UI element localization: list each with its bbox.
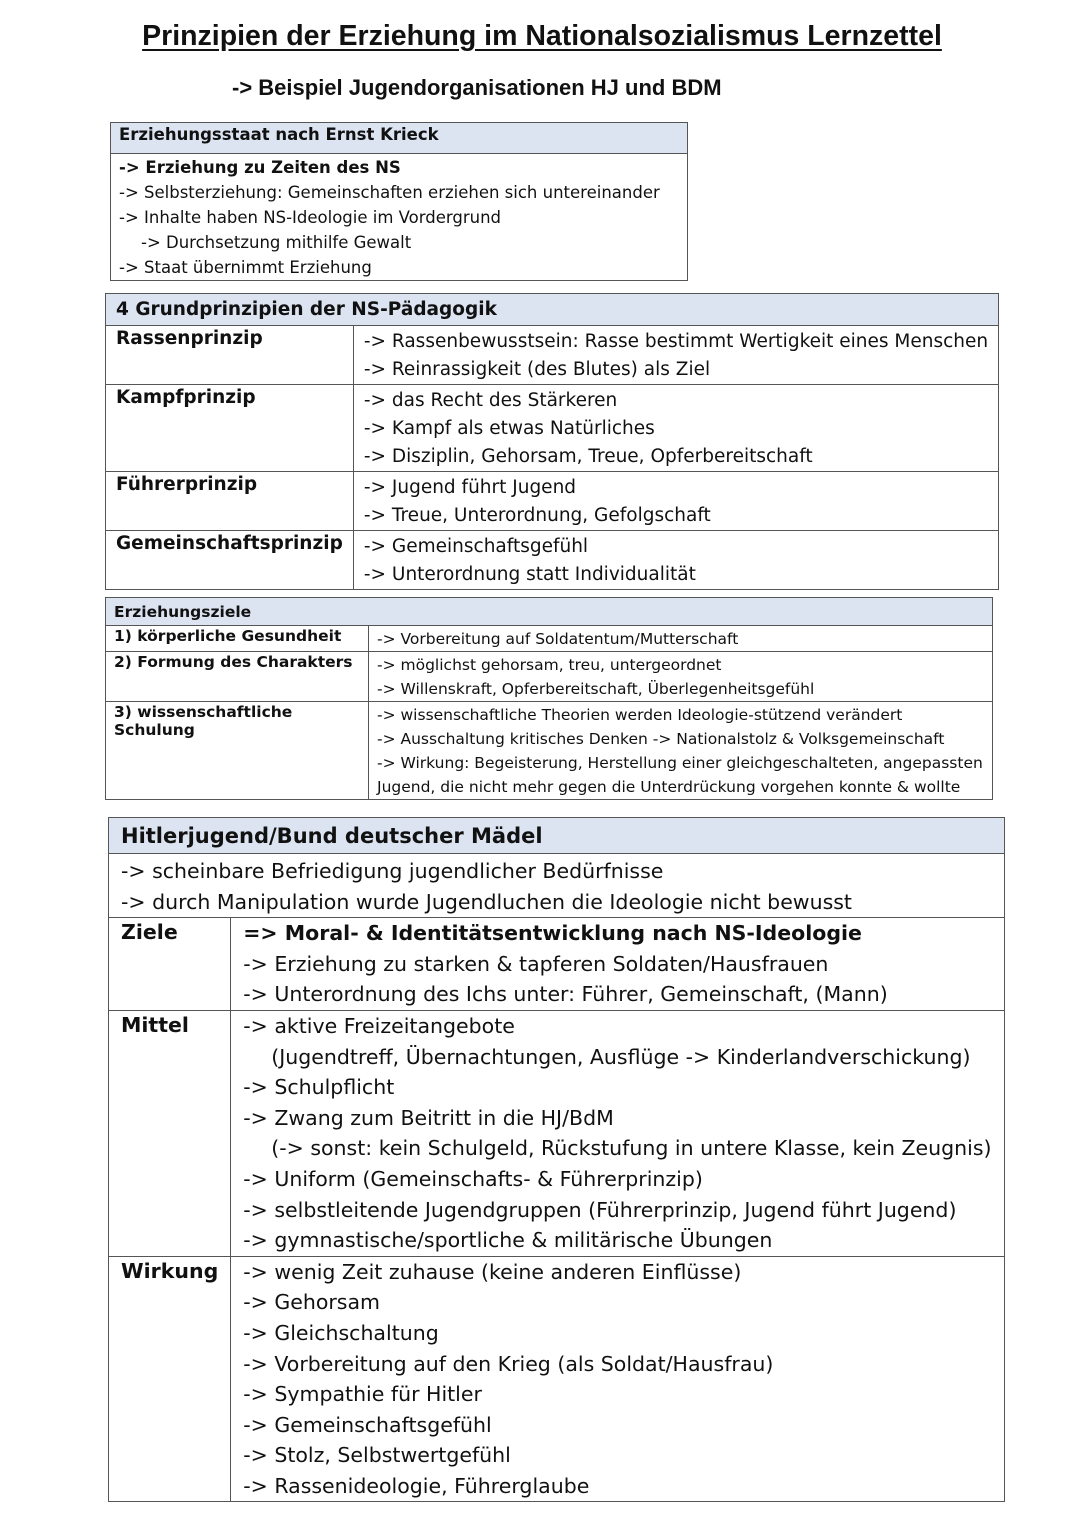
text-line: -> Schulpflicht [243, 1075, 395, 1100]
text-line: -> Kampf als etwas Natürliches [363, 418, 655, 439]
row-content [353, 472, 998, 531]
hitlerjugend-header: Hitlerjugend/Bund deutscher Mädel [109, 818, 1005, 854]
row-content [369, 702, 993, 800]
hitlerjugend-intro [109, 854, 1005, 918]
row-label: Gemeinschaftsprinzip [106, 531, 354, 590]
text-line: -> wissenschaftliche Theorien werden Ideologie-stützend verändert [377, 706, 903, 724]
text-line: -> Unterordnung statt Individualität [363, 564, 696, 585]
text-line: -> scheinbare Befriedigung jugendlicher Bedürfnisse [121, 859, 664, 883]
table-row [106, 472, 999, 531]
text-line: -> gymnastische/sportliche & militärische Übungen [243, 1228, 773, 1253]
table-row [106, 626, 993, 652]
text-line: -> aktive Freizeitangebote [243, 1013, 515, 1038]
erziehungsstaat-header: Erziehungsstaat nach Ernst Krieck [111, 123, 688, 154]
text-line: -> möglichst gehorsam, treu, untergeordnet [377, 656, 722, 674]
table-row [109, 1256, 1005, 1502]
text-line: -> Sympathie für Hitler [243, 1382, 482, 1407]
text-line: Jugend, die nicht mehr gegen die Unterdrückung vorgehen konnte & wollte [377, 778, 961, 796]
table-row [106, 326, 999, 385]
erziehungsstaat-content [111, 154, 688, 281]
row-label: Rassenprinzip [106, 326, 354, 385]
table-row [106, 385, 999, 472]
text-line: -> Unterordnung des Ichs unter: Führer, Gemeinschaft, (Mann) [243, 982, 888, 1007]
text-line: -> Inhalte haben NS-Ideologie im Vordergrund [119, 208, 502, 227]
text-line: -> Wirkung: Begeisterung, Herstellung einer gleichgeschalteten, angepassten [377, 754, 983, 772]
text-line: -> Gehorsam [243, 1290, 381, 1315]
text-line: -> selbstleitende Jugendgruppen (Führerprinzip, Jugend führt Jugend) [243, 1197, 957, 1222]
table-row [106, 652, 993, 702]
text-line: (Jugendtreff, Übernachtungen, Ausflüge -> Kinderlandverschickung) [271, 1044, 971, 1069]
erziehungsziele-header: Erziehungsziele [106, 598, 993, 626]
text-line: -> Gleichschaltung [243, 1320, 439, 1345]
text-line: -> Rassenbewusstsein: Rasse bestimmt Wertigkeit eines Menschen [363, 331, 989, 352]
text-line: => Moral- & Identitätsentwicklung nach NS-Ideologie [243, 921, 862, 946]
text-line: -> wenig Zeit zuhause (keine anderen Einflüsse) [243, 1259, 742, 1284]
row-label: Kampfprinzip [106, 385, 354, 472]
text-line: -> Durchsetzung mithilfe Gewalt [141, 233, 412, 252]
text-line: -> Gemeinschaftsgefühl [243, 1412, 492, 1437]
page-subtitle: -> Beispiel Jugendorganisationen HJ und BDM [232, 75, 722, 100]
text-line: -> Erziehung zu Zeiten des NS [119, 158, 401, 177]
text-line: -> Willenskraft, Opferbereitschaft, Überlegenheitsgefühl [377, 680, 815, 698]
table-row [109, 918, 1005, 1011]
table-row [106, 531, 999, 590]
text-line: -> Treue, Unterordnung, Gefolgschaft [363, 505, 711, 526]
text-line: -> Vorbereitung auf den Krieg (als Soldat/Hausfrau) [243, 1351, 774, 1376]
row-label: 2) Formung des Charakters [106, 652, 369, 702]
page-title: Prinzipien der Erziehung im Nationalsozialismus Lernzettel [142, 20, 942, 52]
row-content [353, 326, 998, 385]
text-line: -> Erziehung zu starken & tapferen Soldaten/Hausfrauen [243, 951, 829, 976]
row-label: 3) wissenschaftliche Schulung [106, 702, 369, 800]
text-line: -> Staat übernimmt Erziehung [119, 258, 372, 277]
row-content [353, 531, 998, 590]
row-label: Wirkung [109, 1256, 231, 1502]
row-content [369, 652, 993, 702]
row-label: Führerprinzip [106, 472, 354, 531]
grundprinzipien-table [105, 293, 999, 590]
row-label: Mittel [109, 1010, 231, 1256]
table-row [109, 1010, 1005, 1256]
text-line: -> Reinrassigkeit (des Blutes) als Ziel [363, 359, 711, 380]
text-line: -> durch Manipulation wurde Jugendluchen die Ideologie nicht bewusst [121, 889, 852, 914]
table-row [106, 702, 993, 800]
text-line: -> das Recht des Stärkeren [363, 390, 618, 411]
text-line: -> Ausschaltung kritisches Denken -> Nationalstolz & Volksgemeinschaft [377, 730, 945, 748]
text-line: -> Stolz, Selbstwertgefühl [243, 1443, 511, 1468]
text-line: -> Disziplin, Gehorsam, Treue, Opferbereitschaft [363, 446, 813, 467]
row-content [369, 626, 993, 652]
text-line: -> Zwang zum Beitritt in die HJ/BdM [243, 1105, 614, 1130]
row-content [353, 385, 998, 472]
text-line: -> Gemeinschaftsgefühl [363, 536, 589, 557]
text-line: -> Jugend führt Jugend [363, 477, 577, 498]
text-line: -> Selbsterziehung: Gemeinschaften erziehen sich untereinander [119, 183, 660, 202]
hitlerjugend-table [108, 817, 1005, 1502]
erziehungsstaat-box [110, 122, 688, 281]
row-content [231, 1256, 1004, 1502]
text-line: (-> sonst: kein Schulgeld, Rückstufung in untere Klasse, kein Zeugnis) [271, 1136, 992, 1161]
row-label: Ziele [109, 918, 231, 1011]
text-line: -> Uniform (Gemeinschafts- & Führerprinzip) [243, 1166, 703, 1191]
grundprinzipien-header: 4 Grundprinzipien der NS-Pädagogik [106, 294, 999, 326]
text-line: -> Vorbereitung auf Soldatentum/Mutterschaft [377, 630, 739, 648]
erziehungsziele-table [105, 597, 993, 800]
row-content [231, 1010, 1004, 1256]
row-content [231, 918, 1004, 1011]
text-line: -> Rassenideologie, Führerglaube [243, 1473, 590, 1498]
row-label: 1) körperliche Gesundheit [106, 626, 369, 652]
